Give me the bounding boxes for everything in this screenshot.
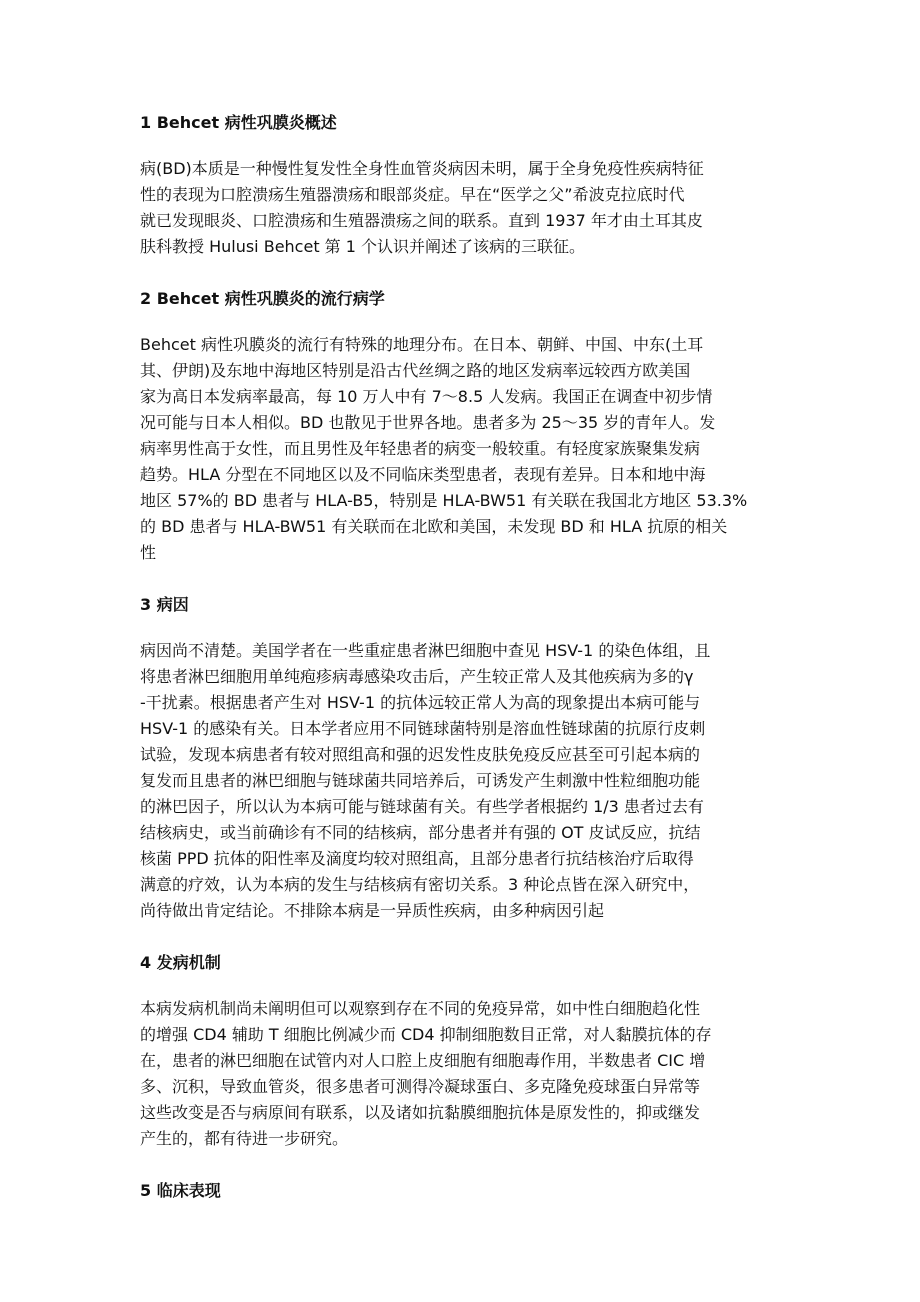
paragraph-line: 就已发现眼炎、口腔溃疡和生殖器溃疡之间的联系。直到 1937 年才由土耳其皮: [140, 211, 703, 230]
paragraph-line: 的淋巴因子，所以认为本病可能与链球菌有关。有些学者根据约 1/3 患者过去有: [140, 797, 704, 816]
section-paragraph: [140, 156, 795, 260]
paragraph-line: 病率男性高于女性，而且男性及年轻患者的病变一般较重。有轻度家族聚集发病: [140, 439, 701, 458]
section-heading: 1 Behcet 病性巩膜炎概述: [140, 113, 337, 132]
section-pathogenesis: [140, 948, 795, 1152]
paragraph-line: 性: [140, 543, 157, 562]
section-clinical: [140, 1176, 795, 1206]
paragraph-line: 尚待做出肯定结论。不排除本病是一异质性疾病，由多种病因引起: [140, 901, 605, 920]
paragraph-line: 结核病史，或当前确诊有不同的结核病，部分患者并有强的 OT 皮试反应，抗结: [140, 823, 701, 842]
section-overview: [140, 108, 795, 260]
paragraph-line: 的 BD 患者与 HLA-BW51 有关联而在北欧和美国，未发现 BD 和 HLA 抗原的相关: [140, 517, 728, 536]
paragraph-line: 的增强 CD4 辅助 T 细胞比例减少而 CD4 抑制细胞数目正常，对人黏膜抗体的存: [140, 1025, 712, 1044]
paragraph-line: 趋势。HLA 分型在不同地区以及不同临床类型患者，表现有差异。日本和地中海: [140, 465, 706, 484]
paragraph-line: 性的表现为口腔溃疡生殖器溃疡和眼部炎症。早在“医学之父”希波克拉底时代: [140, 185, 685, 204]
paragraph-line: HSV-1 的感染有关。日本学者应用不同链球菌特别是溶血性链球菌的抗原行皮刺: [140, 719, 706, 738]
section-etiology: [140, 590, 795, 924]
section-paragraph: [140, 996, 795, 1152]
paragraph-line: 产生的，都有待进一步研究。: [140, 1129, 349, 1148]
document-page: [140, 108, 795, 1224]
paragraph-line: 病因尚不清楚。美国学者在一些重症患者淋巴细胞中查见 HSV-1 的染色体组，且: [140, 641, 711, 660]
paragraph-line: 将患者淋巴细胞用单纯疱疹病毒感染攻击后，产生较正常人及其他疾病为多的γ: [140, 667, 694, 686]
paragraph-line: 肤科教授 Hulusi Behcet 第 1 个认识并阐述了该病的三联征。: [140, 237, 586, 256]
section-heading: 4 发病机制: [140, 953, 221, 972]
section-paragraph: [140, 638, 795, 924]
paragraph-line: 这些改变是否与病原间有联系，以及诸如抗黏膜细胞抗体是原发性的，抑或继发: [140, 1103, 701, 1122]
paragraph-line: 其、伊朗)及东地中海地区特别是沿古代丝绸之路的地区发病率远较西方欧美国: [140, 361, 691, 380]
paragraph-line: 满意的疗效，认为本病的发生与结核病有密切关系。3 种论点皆在深入研究中，: [140, 875, 700, 894]
section-heading: 5 临床表现: [140, 1181, 221, 1200]
paragraph-line: -干扰素。根据患者产生对 HSV-1 的抗体远较正常人为高的现象提出本病可能与: [140, 693, 701, 712]
paragraph-line: 家为高日本发病率最高，每 10 万人中有 7～8.5 人发病。我国正在调查中初步情: [140, 387, 713, 406]
paragraph-line: Behcet 病性巩膜炎的流行有特殊的地理分布。在日本、朝鲜、中国、中东(土耳: [140, 335, 704, 354]
paragraph-line: 复发而且患者的淋巴细胞与链球菌共同培养后，可诱发产生刺激中性粒细胞功能: [140, 771, 701, 790]
paragraph-line: 本病发病机制尚未阐明但可以观察到存在不同的免疫异常，如中性白细胞趋化性: [140, 999, 701, 1018]
section-heading: 2 Behcet 病性巩膜炎的流行病学: [140, 289, 385, 308]
paragraph-line: 地区 57%的 BD 患者与 HLA-B5，特别是 HLA-BW51 有关联在我国北方地区 53.3%: [140, 491, 748, 510]
section-paragraph: [140, 332, 795, 566]
section-heading: 3 病因: [140, 595, 189, 614]
paragraph-line: 试验，发现本病患者有较对照组高和强的迟发性皮肤免疫反应甚至可引起本病的: [140, 745, 701, 764]
paragraph-line: 多、沉积，导致血管炎，很多患者可测得冷凝球蛋白、多克隆免疫球蛋白异常等: [140, 1077, 701, 1096]
paragraph-line: 在，患者的淋巴细胞在试管内对人口腔上皮细胞有细胞毒作用，半数患者 CIC 增: [140, 1051, 706, 1070]
paragraph-line: 况可能与日本人相似。BD 也散见于世界各地。患者多为 25～35 岁的青年人。发: [140, 413, 716, 432]
section-epidemiology: [140, 284, 795, 566]
paragraph-line: 病(BD)本质是一种慢性复发性全身性血管炎病因未明，属于全身免疫性疾病特征: [140, 159, 704, 178]
paragraph-line: 核菌 PPD 抗体的阳性率及滴度均较对照组高，且部分患者行抗结核治疗后取得: [140, 849, 694, 868]
